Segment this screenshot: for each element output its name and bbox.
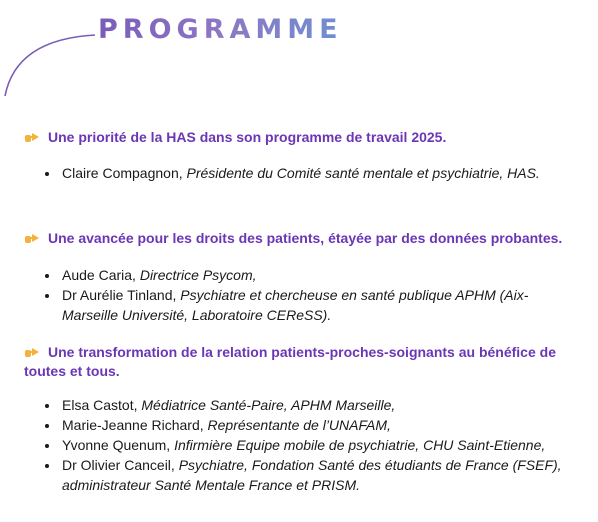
speaker-item — [60, 395, 584, 415]
speaker-item — [60, 285, 584, 325]
programme-section-1 — [24, 128, 584, 183]
speaker-item — [60, 415, 584, 435]
speaker-name: Claire Compagnon, — [62, 165, 187, 181]
speaker-role: Médiatrice Santé-Paire, APHM Marseille, — [141, 397, 396, 413]
section-heading-text: Une avancée pour les droits des patients, étayée par des données probantes. — [48, 230, 563, 246]
section-heading-text: Une priorité de la HAS dans son programme de travail 2025. — [48, 129, 447, 145]
speaker-role: Directrice Psycom, — [139, 267, 257, 283]
speaker-role: Représentante de l’UNAFAM, — [207, 417, 391, 433]
section-heading-text: Une transformation de la relation patients-proches-soignants au bénéfice de toutes et tous. — [24, 344, 556, 379]
speaker-name: Marie-Jeanne Richard, — [62, 417, 208, 433]
speaker-list — [24, 395, 584, 495]
pointing-hand-icon — [24, 130, 40, 144]
section-heading — [24, 128, 584, 147]
speaker-name: Dr Aurélie Tinland, — [62, 287, 181, 303]
speaker-role: Infirmière Equipe mobile de psychiatrie, CHU Saint-Etienne, — [174, 437, 546, 453]
speaker-list — [24, 163, 584, 183]
speaker-name: Yvonne Quenum, — [62, 437, 175, 453]
pointing-hand-icon — [24, 231, 40, 245]
speaker-role: Psychiatre, Fondation Santé des étudiants de France (FSEF), administrateur Santé Mentale France et PRISM. — [62, 457, 562, 493]
speaker-list — [24, 265, 584, 325]
speaker-name: Dr Olivier Canceil, — [62, 457, 179, 473]
speaker-role: Psychiatre et chercheuse en santé publique APHM (Aix-Marseille Université, Laboratoire CEReSS). — [62, 287, 529, 323]
section-heading — [24, 229, 584, 248]
speaker-item — [60, 455, 584, 495]
speaker-item — [60, 265, 584, 285]
section-heading — [24, 343, 584, 381]
speaker-name: Aude Caria, — [62, 267, 140, 283]
programme-section-3 — [24, 343, 584, 495]
speaker-item — [60, 163, 584, 183]
pointing-hand-icon — [24, 345, 40, 359]
page-title: PROGRAMME — [98, 14, 343, 45]
speaker-item — [60, 435, 584, 455]
speaker-name: Elsa Castot, — [62, 397, 142, 413]
programme-header — [0, 0, 598, 110]
speaker-role: Présidente du Comité santé mentale et psychiatrie, HAS. — [186, 165, 540, 181]
programme-section-2 — [24, 229, 584, 325]
